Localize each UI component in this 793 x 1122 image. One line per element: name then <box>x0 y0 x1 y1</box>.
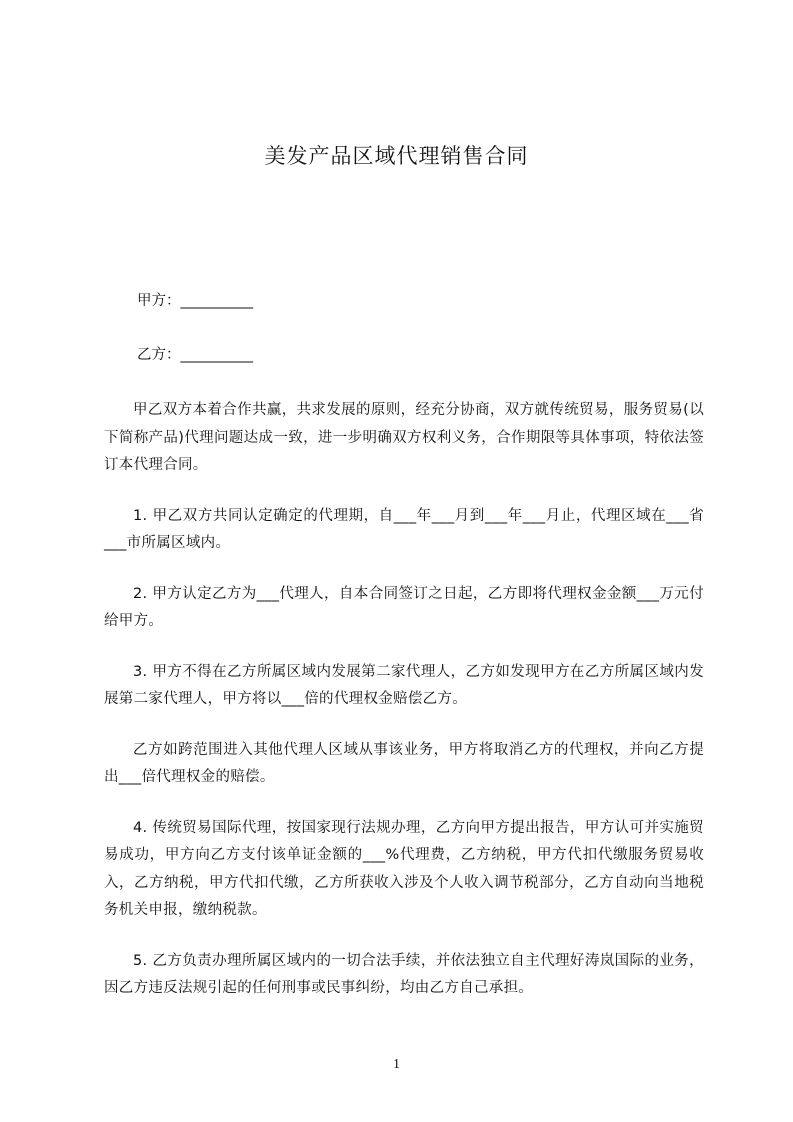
clause-3-paragraph: 3. 甲方不得在乙方所属区域内发展第二家代理人，乙方如发现甲方在乙方所属区域内发展第二家代理人，甲方将以___倍的代理权金赔偿乙方。 <box>104 663 704 707</box>
contract-body <box>104 397 704 1026</box>
clause-1-paragraph: 1. 甲乙双方共同认定确定的代理期，自___年___月到___年___月止，代理区域在___省___市所属区域内。 <box>104 507 704 551</box>
intro-paragraph: 甲乙双方本着合作共赢，共求发展的原则，经充分协商，双方就传统贸易，服务贸易(以下简称产品)代理问题达成一致，进一步明确双方权利义务，合作期限等具体事项，特依法签订本代理合同。 <box>104 402 704 473</box>
document-title: 美发产品区域代理销售合同 <box>264 144 529 168</box>
clause-3-supplement-paragraph: 乙方如跨范围进入其他代理人区域从事该业务，甲方将取消乙方的代理权，并向乙方提出___倍代理权金的赔偿。 <box>104 741 704 785</box>
clause-5-paragraph: 5. 乙方负责办理所属区域内的一切合法手续，并依法独立自主代理好涛岚国际的业务，因乙方违反法规引起的任何刑事或民事纠纷，均由乙方自己承担。 <box>104 952 704 996</box>
party-a-line: 甲方：__________ <box>137 293 253 309</box>
party-b-line: 乙方：__________ <box>137 347 253 363</box>
clause-4-paragraph: 4. 传统贸易国际代理，按国家现行法规办理，乙方向甲方提出报告，甲方认可并实施贸易成功，甲方向乙方支付该单证金额的___%代理费，乙方纳税，甲方代扣代缴服务贸易收入，乙方纳税，甲方代扣代缴，乙方所获收入涉及个人收入调节税部分，乙方自动向当地税务机关申报，缴纳税款。 <box>104 819 704 918</box>
page-number: 1 <box>393 1057 400 1072</box>
clause-2-paragraph: 2. 甲方认定乙方为___代理人，自本合同签订之日起，乙方即将代理权金金额___万元付给甲方。 <box>104 585 704 629</box>
